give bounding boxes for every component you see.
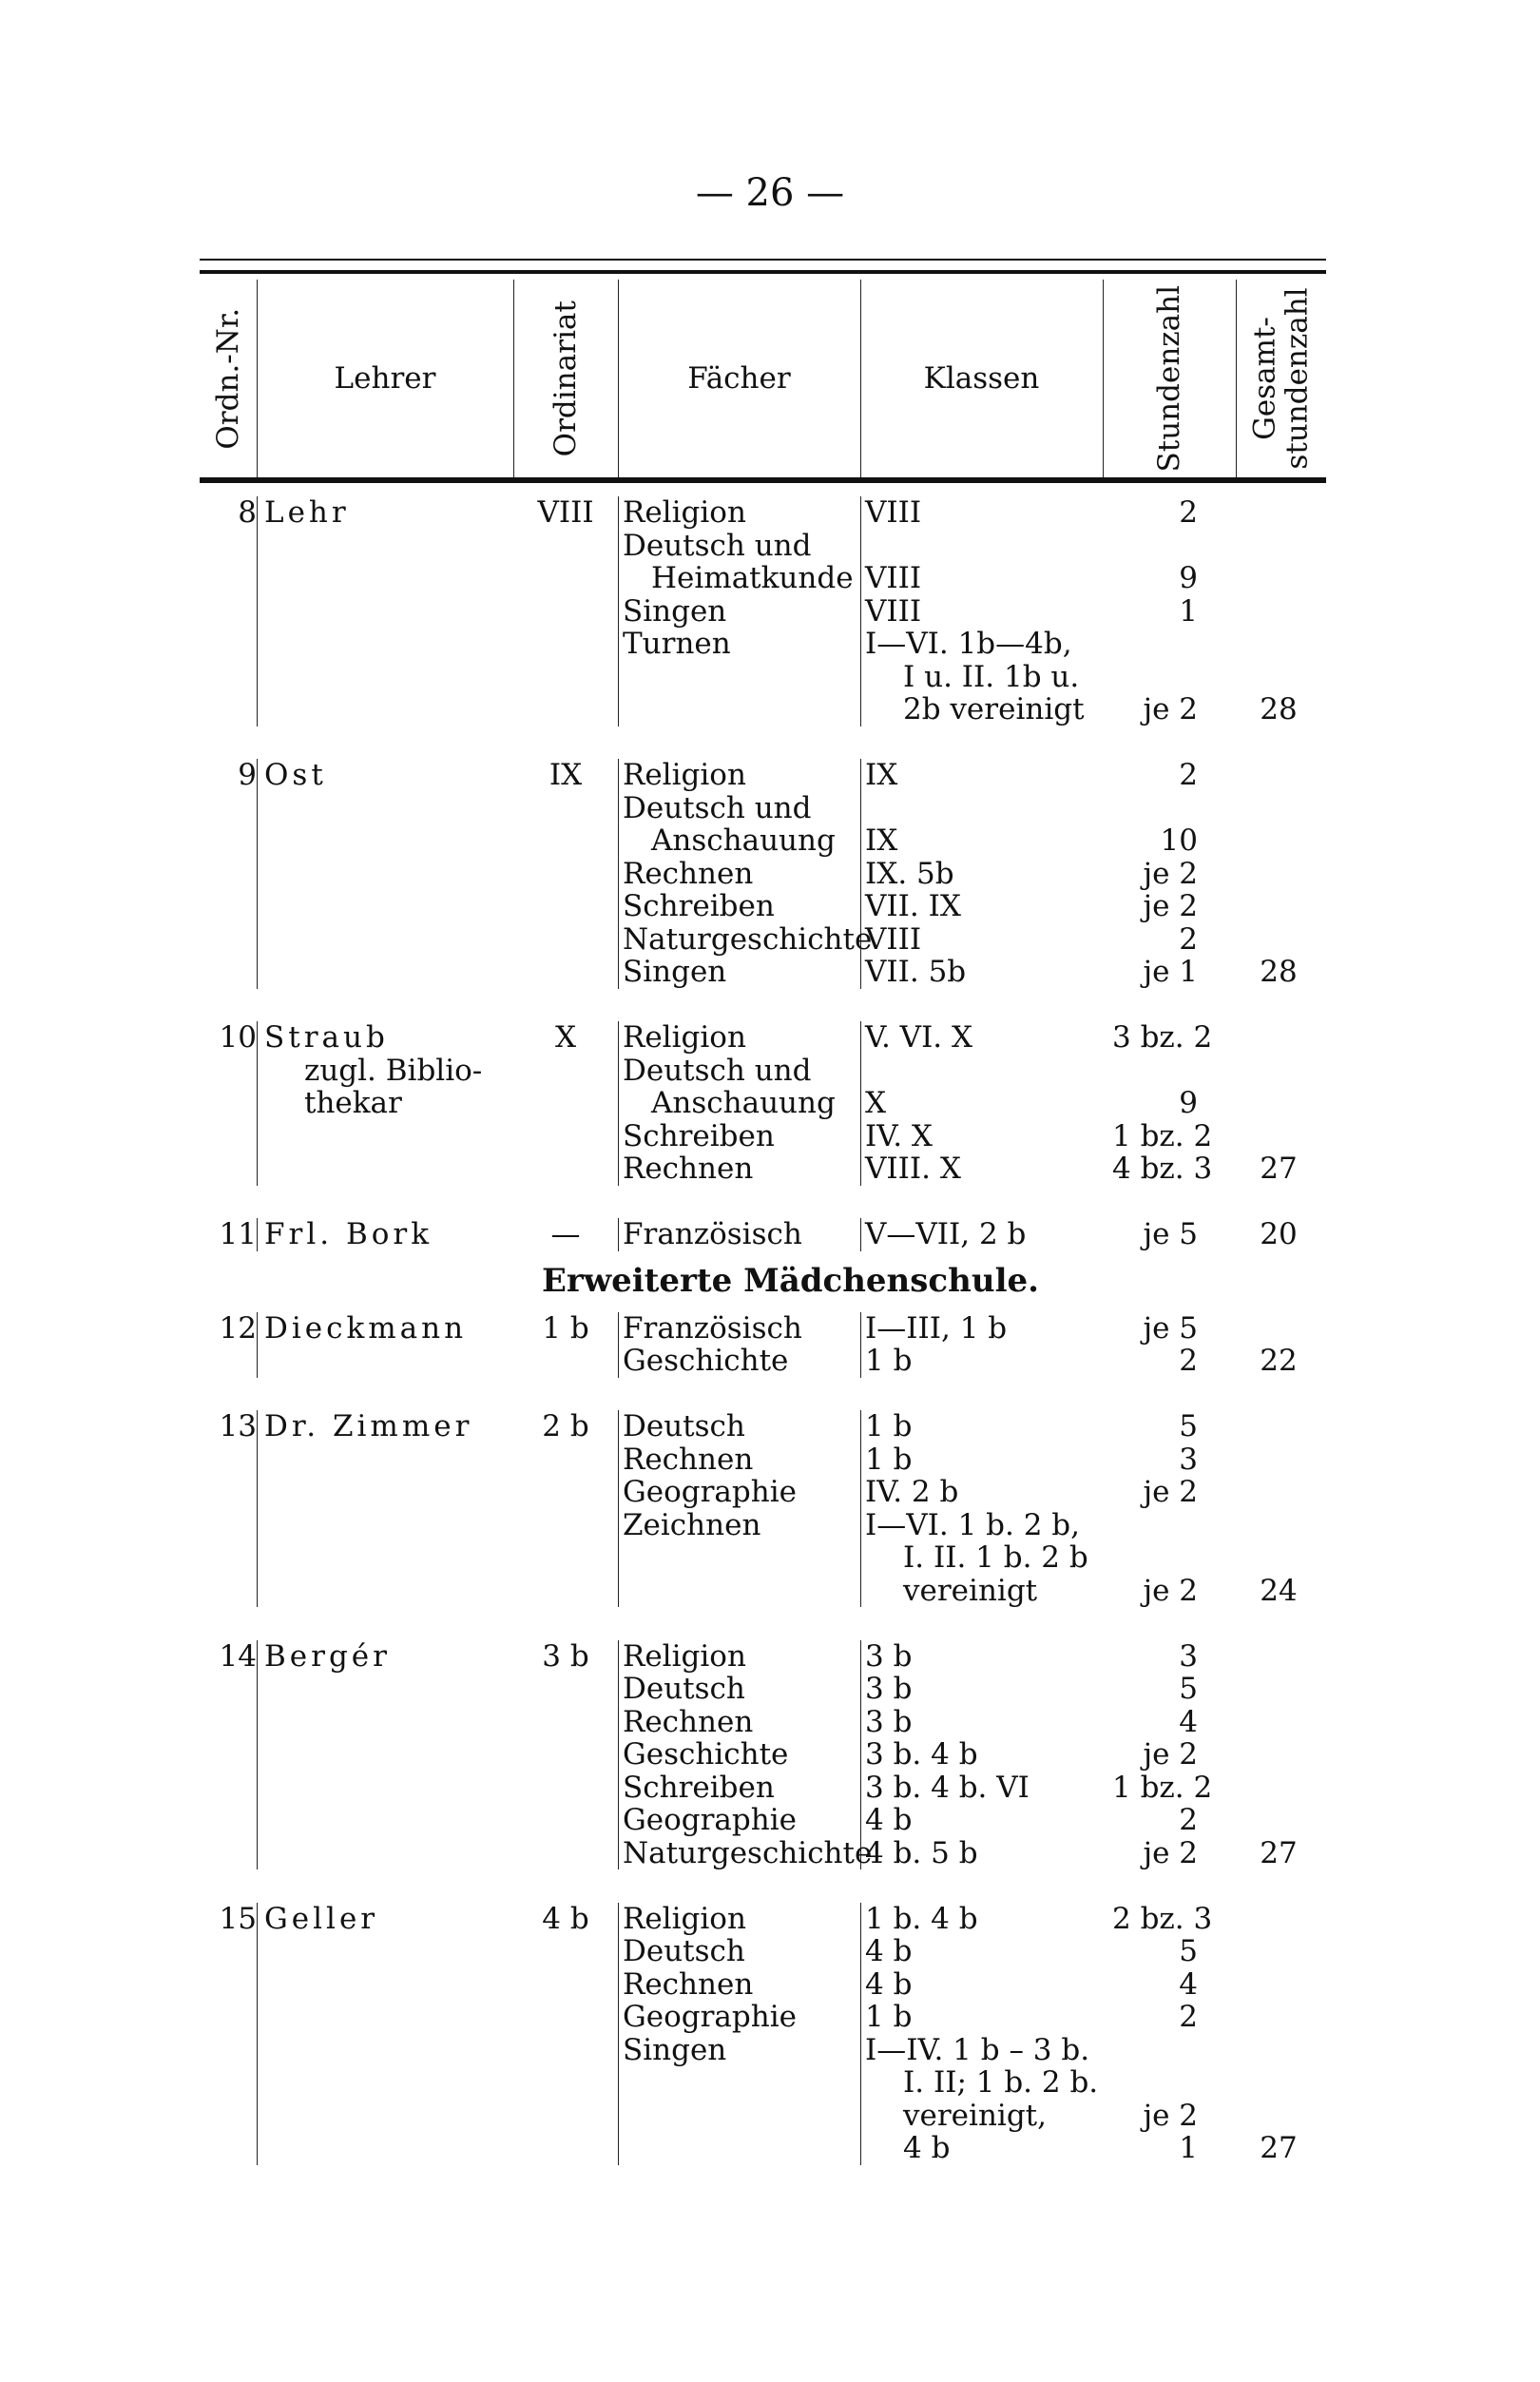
hours: 5 bbox=[1179, 1934, 1198, 1968]
classes: V. VI. X bbox=[865, 1020, 973, 1055]
classes: IV. X bbox=[865, 1118, 933, 1153]
subject: Schreiben bbox=[623, 1118, 775, 1153]
table-row bbox=[200, 1640, 1326, 1674]
ordinariat: 1 b bbox=[542, 1310, 589, 1346]
header-lehrer: Lehrer bbox=[334, 360, 436, 396]
teacher-block bbox=[200, 1903, 1326, 2165]
subject: Geschichte bbox=[623, 1737, 789, 1772]
table-row bbox=[200, 496, 1326, 530]
ordinariat: 4 b bbox=[542, 1901, 589, 1936]
total-hours: 27 bbox=[1260, 1835, 1298, 1870]
teacher-name: Frl. Bork bbox=[264, 1217, 433, 1251]
hours: je 2 bbox=[1143, 692, 1198, 726]
classes: 4 b bbox=[865, 1803, 913, 1837]
teacher-name: Ost bbox=[264, 758, 327, 792]
spacer bbox=[200, 726, 1326, 760]
ordinariat: VIII bbox=[537, 495, 594, 530]
classes: I u. II. 1b u. bbox=[903, 659, 1080, 694]
ordn-nr: 15 bbox=[219, 1901, 257, 1936]
table-row bbox=[200, 661, 1326, 694]
classes: I—VI. 1b—4b, bbox=[865, 627, 1072, 661]
classes: 4 b bbox=[903, 2131, 951, 2165]
teacher-block bbox=[200, 1410, 1326, 1607]
subject: Anschauung bbox=[651, 823, 836, 858]
classes: IX bbox=[865, 758, 898, 792]
classes: IV. 2 b bbox=[865, 1475, 959, 1509]
table-row bbox=[200, 1055, 1326, 1088]
table-row bbox=[200, 1120, 1326, 1153]
subject: Deutsch bbox=[623, 1409, 745, 1443]
classes: VII. 5b bbox=[865, 955, 967, 989]
table-row bbox=[200, 824, 1326, 858]
subject: Schreiben bbox=[623, 1770, 775, 1805]
subject: Rechnen bbox=[623, 1442, 754, 1477]
table-row bbox=[200, 562, 1326, 595]
hours: je 2 bbox=[1143, 2098, 1198, 2133]
table-row bbox=[200, 1152, 1326, 1186]
ordn-nr: 13 bbox=[219, 1409, 257, 1443]
hours: je 2 bbox=[1143, 889, 1198, 923]
teacher-block bbox=[200, 1021, 1326, 1186]
subject: Geschichte bbox=[623, 1344, 789, 1378]
teacher-name: Dieckmann bbox=[264, 1310, 468, 1346]
ordinariat: IX bbox=[549, 758, 583, 792]
hours: 9 bbox=[1179, 561, 1198, 595]
total-hours: 28 bbox=[1260, 955, 1298, 989]
classes: 3 b bbox=[865, 1672, 913, 1706]
table-row bbox=[200, 1804, 1326, 1837]
ordn-nr: 9 bbox=[238, 758, 257, 792]
table-row bbox=[200, 1541, 1326, 1575]
subject: Rechnen bbox=[623, 1704, 754, 1739]
hours: 4 bbox=[1179, 1704, 1198, 1739]
subject: Französisch bbox=[623, 1217, 802, 1251]
table-row bbox=[200, 1410, 1326, 1443]
subject: Religion bbox=[623, 1901, 746, 1936]
table-row bbox=[200, 1837, 1326, 1870]
ordn-nr: 11 bbox=[219, 1217, 257, 1251]
header-faecher: Fächer bbox=[687, 360, 791, 396]
total-hours: 20 bbox=[1260, 1217, 1298, 1251]
table-row bbox=[200, 1087, 1326, 1120]
total-hours: 22 bbox=[1260, 1344, 1298, 1378]
subject: Singen bbox=[623, 593, 727, 629]
subsection-title: Erweiterte Mädchenschule. bbox=[542, 1262, 1039, 1301]
ordinariat: 3 b bbox=[542, 1638, 589, 1674]
ordn-nr: 14 bbox=[219, 1638, 257, 1674]
table-row bbox=[200, 792, 1326, 825]
table-header bbox=[200, 259, 1326, 483]
ordinariat: X bbox=[554, 1020, 577, 1055]
hours: 4 bz. 3 bbox=[1112, 1152, 1213, 1186]
classes: 3 b bbox=[865, 1704, 913, 1739]
page-number: — 26 — bbox=[695, 171, 845, 215]
hours: 2 bbox=[1179, 2000, 1198, 2034]
subject: Rechnen bbox=[623, 856, 754, 891]
teacher-block bbox=[200, 1218, 1326, 1251]
table-row bbox=[200, 1903, 1326, 1936]
teacher-note: thekar bbox=[304, 1086, 402, 1120]
teacher-note: zugl. Biblio- bbox=[304, 1053, 483, 1088]
classes: 1 b bbox=[865, 1409, 913, 1443]
subject: Deutsch bbox=[623, 1934, 745, 1968]
total-hours: 28 bbox=[1260, 692, 1298, 726]
hours: je 5 bbox=[1143, 1310, 1198, 1346]
header-stundenzahl: Stundenzahl bbox=[1151, 284, 1186, 473]
table-row bbox=[200, 1575, 1326, 1608]
hours: 2 bbox=[1179, 495, 1198, 530]
subject: Heimatkunde bbox=[651, 561, 854, 595]
subject: Schreiben bbox=[623, 889, 775, 923]
subject: Deutsch bbox=[623, 1672, 745, 1706]
classes: 1 b. 4 b bbox=[865, 1901, 978, 1936]
table-row bbox=[200, 1443, 1326, 1477]
table-row bbox=[200, 956, 1326, 989]
table-row bbox=[200, 2066, 1326, 2100]
classes: 3 b bbox=[865, 1638, 913, 1674]
subject: Naturgeschichte bbox=[623, 921, 873, 957]
table-row bbox=[200, 2034, 1326, 2067]
spacer bbox=[200, 989, 1326, 1022]
hours: je 2 bbox=[1143, 856, 1198, 891]
header-ordinariat: Ordinariat bbox=[548, 300, 583, 457]
teacher-name: Bergér bbox=[264, 1638, 391, 1674]
table-row bbox=[200, 890, 1326, 923]
classes: VIII bbox=[865, 593, 922, 629]
classes: vereinigt, bbox=[903, 2098, 1047, 2133]
table-row bbox=[200, 1673, 1326, 1706]
table-row bbox=[200, 2001, 1326, 2034]
table-row bbox=[200, 759, 1326, 792]
header-gesamtstundenzahl: Gesamt- stundenzahl bbox=[1247, 287, 1315, 470]
hours: je 1 bbox=[1143, 955, 1198, 989]
hours: 2 bbox=[1179, 1344, 1198, 1378]
hours: 4 bbox=[1179, 1966, 1198, 2002]
total-hours: 27 bbox=[1260, 1152, 1298, 1186]
teacher-name: Lehr bbox=[264, 495, 350, 530]
ordn-nr: 8 bbox=[238, 495, 257, 530]
hours: 5 bbox=[1179, 1409, 1198, 1443]
spacer bbox=[200, 1378, 1326, 1411]
classes: I—VI. 1 b. 2 b, bbox=[865, 1507, 1080, 1542]
table-row bbox=[200, 1345, 1326, 1378]
table-row bbox=[200, 693, 1326, 726]
classes: I—IV. 1 b – 3 b. bbox=[865, 2032, 1090, 2067]
classes: 4 b bbox=[865, 1934, 913, 1968]
teacher-table bbox=[200, 259, 1326, 2165]
classes: I—III, 1 b bbox=[865, 1310, 1008, 1346]
hours: je 2 bbox=[1143, 1835, 1198, 1870]
table-row bbox=[200, 1968, 1326, 2002]
teacher-block bbox=[200, 1640, 1326, 1870]
hours: 10 bbox=[1160, 823, 1198, 858]
hours: 2 bbox=[1179, 921, 1198, 957]
subject: Rechnen bbox=[623, 1152, 754, 1186]
table-row bbox=[200, 2132, 1326, 2165]
classes: VII. IX bbox=[865, 889, 961, 923]
classes: 1 b bbox=[865, 1442, 913, 1477]
classes: IX. 5b bbox=[865, 856, 954, 891]
subject: Geographie bbox=[623, 1803, 797, 1837]
subject: Geographie bbox=[623, 2000, 797, 2034]
classes: I. II; 1 b. 2 b. bbox=[903, 2065, 1099, 2100]
subject: Singen bbox=[623, 955, 727, 989]
table-row bbox=[200, 2100, 1326, 2133]
hours: je 5 bbox=[1143, 1217, 1198, 1251]
table-row bbox=[200, 1706, 1326, 1739]
classes: 3 b. 4 b. VI bbox=[865, 1770, 1030, 1805]
classes: 2b vereinigt bbox=[903, 692, 1085, 726]
ordn-nr: 12 bbox=[219, 1310, 257, 1346]
classes: vereinigt bbox=[903, 1573, 1038, 1608]
subject: Deutsch und bbox=[623, 1053, 812, 1088]
hours: 3 bbox=[1179, 1442, 1198, 1477]
table-row bbox=[200, 1772, 1326, 1805]
subject: Rechnen bbox=[623, 1966, 754, 2002]
ordinariat: 2 b bbox=[542, 1409, 589, 1443]
hours: je 2 bbox=[1143, 1737, 1198, 1772]
subject: Religion bbox=[623, 495, 746, 530]
classes: VIII bbox=[865, 495, 922, 530]
teacher-name: Straub bbox=[264, 1020, 389, 1055]
subject: Geographie bbox=[623, 1475, 797, 1509]
header-rule bbox=[618, 280, 619, 477]
hours: 3 bz. 2 bbox=[1112, 1020, 1213, 1055]
subject: Zeichnen bbox=[623, 1507, 761, 1542]
ordinariat: — bbox=[550, 1217, 581, 1251]
header-rule bbox=[860, 280, 861, 477]
total-hours: 24 bbox=[1260, 1573, 1298, 1608]
table-row bbox=[200, 1021, 1326, 1055]
hours: 5 bbox=[1179, 1672, 1198, 1706]
hours: 2 bbox=[1179, 758, 1198, 792]
hours: 3 bbox=[1179, 1638, 1198, 1674]
classes: IX bbox=[865, 823, 898, 858]
classes: 4 b. 5 b bbox=[865, 1835, 978, 1870]
subject: Singen bbox=[623, 2032, 727, 2067]
subject: Religion bbox=[623, 1020, 746, 1055]
subject: Deutsch und bbox=[623, 790, 812, 825]
subject: Französisch bbox=[623, 1310, 802, 1346]
teacher-block bbox=[200, 759, 1326, 989]
table-row bbox=[200, 1218, 1326, 1251]
table-row bbox=[200, 1935, 1326, 1968]
table-row bbox=[200, 858, 1326, 891]
hours: 1 bbox=[1179, 593, 1198, 629]
hours: 2 bbox=[1179, 1803, 1198, 1837]
classes: V—VII, 2 b bbox=[865, 1217, 1027, 1251]
subject: Anschauung bbox=[651, 1086, 836, 1120]
classes: I. II. 1 b. 2 b bbox=[903, 1540, 1088, 1575]
hours: je 2 bbox=[1143, 1573, 1198, 1608]
table-row bbox=[200, 1476, 1326, 1509]
classes: VIII. X bbox=[865, 1152, 961, 1186]
spacer bbox=[200, 1607, 1326, 1640]
header-ordn-nr: Ordn.-Nr. bbox=[210, 307, 245, 450]
table-row bbox=[200, 1738, 1326, 1772]
table-row bbox=[200, 595, 1326, 629]
subject: Religion bbox=[623, 1638, 746, 1674]
hours: 1 bz. 2 bbox=[1112, 1118, 1213, 1153]
spacer bbox=[200, 1869, 1326, 1903]
header-rule bbox=[1103, 280, 1104, 477]
classes: X bbox=[865, 1086, 887, 1120]
table-row bbox=[200, 530, 1326, 563]
classes: 4 b bbox=[865, 1966, 913, 2002]
classes: 3 b. 4 b bbox=[865, 1737, 978, 1772]
hours: 9 bbox=[1179, 1086, 1198, 1120]
classes: VIII bbox=[865, 921, 922, 957]
teacher-name: Dr. Zimmer bbox=[264, 1409, 473, 1443]
spacer bbox=[200, 1186, 1326, 1219]
table-body bbox=[200, 483, 1326, 2165]
teacher-name: Geller bbox=[264, 1901, 379, 1936]
hours: 2 bz. 3 bbox=[1112, 1901, 1213, 1936]
header-rule bbox=[257, 280, 258, 477]
teacher-block bbox=[200, 496, 1326, 726]
total-hours: 27 bbox=[1260, 2131, 1298, 2165]
ordn-nr: 10 bbox=[219, 1020, 257, 1055]
classes: VIII bbox=[865, 561, 922, 595]
teacher-block bbox=[200, 1312, 1326, 1378]
subject: Religion bbox=[623, 758, 746, 792]
classes: 1 b bbox=[865, 1344, 913, 1378]
hours: je 2 bbox=[1143, 1475, 1198, 1509]
header-klassen: Klassen bbox=[923, 360, 1040, 396]
table-row bbox=[200, 923, 1326, 957]
subject: Deutsch und bbox=[623, 528, 812, 563]
header-rule bbox=[513, 280, 514, 477]
subject: Turnen bbox=[623, 627, 731, 661]
table-row bbox=[200, 628, 1326, 661]
hours: 1 bz. 2 bbox=[1112, 1770, 1213, 1805]
classes: 1 b bbox=[865, 2000, 913, 2034]
hours: 1 bbox=[1179, 2131, 1198, 2165]
header-rule bbox=[1236, 280, 1237, 477]
table-row bbox=[200, 1312, 1326, 1346]
table-row bbox=[200, 1509, 1326, 1542]
subject: Naturgeschichte bbox=[623, 1835, 873, 1870]
